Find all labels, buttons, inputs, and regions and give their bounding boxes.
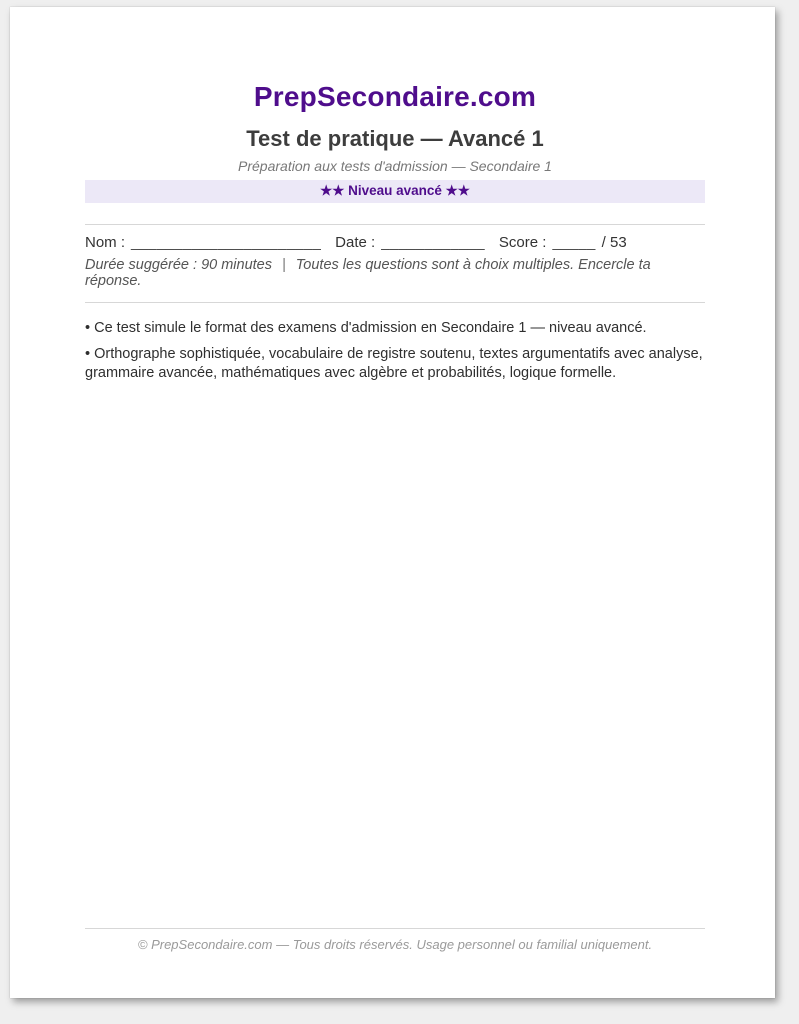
document-page — [10, 7, 775, 998]
name-blank: ______________________ — [131, 234, 322, 251]
name-label: Nom : — [85, 234, 126, 251]
duration-note: Durée suggérée : 90 minutes — [85, 257, 272, 273]
duration-instructions-line — [85, 257, 705, 289]
level-badge: ★★ Niveau avancé ★★ — [85, 180, 705, 203]
test-title: Test de pratique — Avancé 1 — [246, 126, 544, 151]
site-title: PrepSecondaire.com — [253, 81, 537, 112]
divider: | — [282, 257, 286, 273]
footer-copyright: © PrepSecondaire.com — Tous droits réservés. Usage personnel ou familial uniquement. — [85, 928, 705, 952]
date-label: Date : — [335, 234, 376, 251]
date-blank: ____________ — [381, 234, 485, 251]
instructions-note: Toutes les questions sont à choix multiples. Encercle ta réponse. — [85, 257, 651, 289]
date-field — [335, 234, 485, 251]
fill-in-fields-row — [85, 234, 705, 251]
info-bar — [85, 224, 705, 303]
name-field — [85, 234, 321, 251]
score-field — [499, 234, 627, 251]
score-label: Score : — [498, 234, 547, 251]
intro-section — [85, 319, 705, 384]
score-total: / 53 — [601, 234, 627, 251]
intro-bullet: • Orthographe sophistiquée, vocabulaire de registre soutenu, textes argumentatifs avec analyse, grammaire avancée, mathématiques avec algèbre et probabilités, logique formelle. — [85, 345, 703, 381]
score-blank: _____ — [552, 234, 596, 251]
intro-bullet: • Ce test simule le format des examens d'admission en Secondaire 1 — niveau avancé. — [85, 320, 647, 336]
test-subtitle: Préparation aux tests d'admission — Secondaire 1 — [238, 158, 552, 174]
